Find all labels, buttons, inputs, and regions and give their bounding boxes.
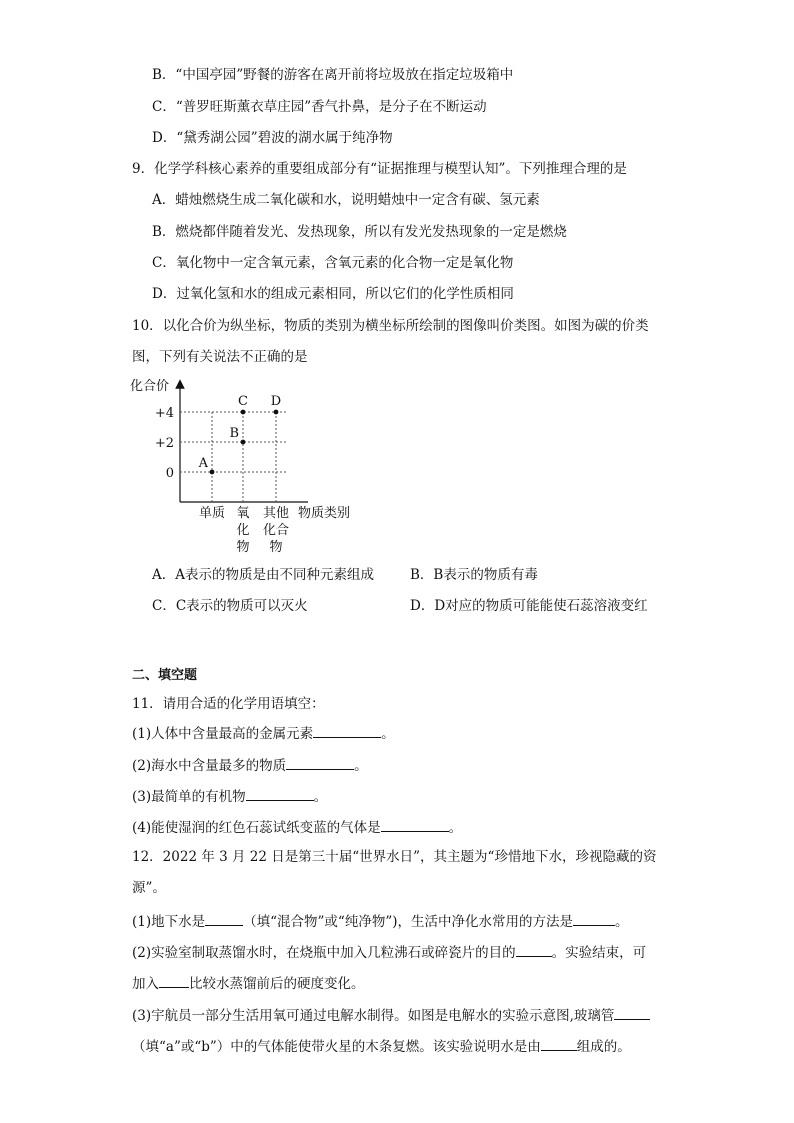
q9-stem: 9．化学学科核心素养的重要组成部分有“证据推理与模型认知”。下列推理合理的是 (132, 161, 627, 177)
q9-option-d: D．过氧化氢和水的组成元素相同，所以它们的化学性质相同 (152, 286, 514, 302)
point-label-a: A (198, 456, 208, 471)
q11-item-3-end: 。 (313, 789, 328, 805)
q11-item-2-end: 。 (354, 758, 368, 774)
q11-item-3-text: (3)最简单的有机物 (132, 789, 246, 805)
y-axis-label: 化合价 (130, 379, 170, 394)
q12-part-3 (132, 1005, 650, 1025)
q12-p1-text-c: 。 (615, 914, 629, 930)
answer-blank[interactable] (381, 817, 449, 832)
q11-item-4 (132, 817, 462, 837)
q11-item-1 (132, 723, 395, 743)
q8-option-d: D．“黛秀湖公园”碧波的湖水属于纯净物 (152, 130, 393, 146)
q12-p2-text-d: 比较水蒸馏前后的硬度变化。 (189, 976, 365, 992)
x-tick-label: 化合 (262, 523, 290, 538)
point-d (274, 410, 279, 415)
answer-blank[interactable] (541, 1036, 577, 1051)
q10-stem-line1: 10．以化合价为纵坐标，物质的类别为横坐标所绘制的图像叫价类图。如图为碳的价类 (132, 318, 649, 334)
q11-item-1-text: (1)人体中含量最高的金属元素 (132, 726, 314, 742)
x-axis-label: 物质类别 (298, 506, 351, 521)
q12-p2-text-b: 。实验结束，可 (551, 945, 647, 961)
point-c (241, 410, 246, 415)
q11-item-3 (132, 786, 327, 806)
x-tick-label: 化 (236, 523, 250, 538)
x-tick-label: 物 (236, 540, 250, 555)
q12-p3-text-c: 组成的。 (576, 1039, 631, 1055)
valence-chart (130, 372, 370, 572)
y-tick-label: +4 (154, 406, 174, 421)
q11-item-2-text: (2)海水中含量最多的物质 (132, 758, 287, 774)
point-b (241, 440, 246, 445)
q12-p2-text-c: 加入 (132, 976, 159, 992)
q9-option-b: B．燃烧都伴随着发光、发热现象，所以有发光发热现象的一定是燃烧 (152, 224, 567, 240)
answer-blank[interactable] (313, 723, 381, 738)
q8-option-c: C．“普罗旺斯薰衣草庄园”香气扑鼻，是分子在不断运动 (152, 99, 487, 115)
q9-option-c: C．氧化物中一定含氧元素，含氧元素的化合物一定是氧化物 (152, 255, 514, 271)
q12-p2-text-a: (2)实验室制取蒸馏水时，在烧瓶中加入几粒沸石或碎瓷片的目的 (132, 945, 516, 961)
y-tick-label: +2 (154, 436, 174, 451)
x-tick-label: 物 (269, 540, 283, 555)
answer-blank[interactable] (573, 911, 615, 926)
q11-item-4-text: (4)能使湿润的红色石蕊试纸变蓝的气体是 (132, 820, 381, 836)
q9-option-a: A．蜡烛燃烧生成二氧化碳和水，说明蜡烛中一定含有碳、氢元素 (152, 192, 540, 208)
answer-blank[interactable] (205, 911, 243, 926)
q12-stem-line2: 源”。 (132, 880, 166, 896)
q11-item-1-end: 。 (381, 726, 395, 742)
x-tick-label: 氧 (236, 506, 250, 521)
q12-part-2 (132, 942, 646, 962)
q12-p1-text-b: （填“混合物”或“纯净物”)，生活中净化水常用的方法是 (243, 914, 573, 930)
answer-blank[interactable] (614, 1005, 650, 1020)
q11-item-4-end: 。 (448, 820, 463, 836)
answer-blank[interactable] (286, 755, 354, 770)
q10-option-d: D．D对应的物质可能能使石蕊溶液变红 (410, 598, 648, 614)
q11-item-2 (132, 755, 368, 775)
q12-part-3-cont (132, 1036, 631, 1056)
x-tick-label: 其他 (262, 506, 290, 521)
q12-stem-line1: 12．2022 年 3 月 22 日是第三十届“世界水日”，其主题为“珍惜地下水，珍视隐藏的资 (132, 849, 657, 865)
q12-part-1 (132, 911, 629, 931)
point-label-d: D (270, 394, 282, 409)
q12-part-2-cont (132, 973, 365, 993)
y-tick-label: 0 (165, 466, 174, 481)
point-a (210, 470, 215, 475)
q10-stem-line2: 图，下列有关说法不正确的是 (132, 349, 308, 365)
q12-p3-text-b: （填“a”或“b”）中的气体能使带火星的木条复燃。该实验说明水是由 (132, 1039, 541, 1055)
x-tick-label: 单质 (198, 506, 226, 521)
section-heading: 二、填空题 (132, 668, 198, 683)
q12-p1-text-a: (1)地下水是 (132, 914, 206, 930)
answer-blank[interactable] (516, 942, 552, 957)
point-label-c: C (238, 394, 248, 409)
q12-p3-text-a: (3)宇航员一部分生活用氧可通过电解水制得。如图是电解水的实验示意图,玻璃管 (132, 1008, 615, 1024)
q11-stem: 11．请用合适的化学用语填空： (132, 696, 325, 712)
answer-blank[interactable] (246, 786, 314, 801)
q10-option-c: C．C表示的物质可以灭火 (152, 598, 308, 614)
q10-option-a: A．A表示的物质是由不同种元素组成 (152, 567, 374, 583)
point-label-b: B (229, 426, 239, 441)
q8-option-b: B．“中国亭园”野餐的游客在离开前将垃圾放在指定垃圾箱中 (152, 67, 514, 83)
answer-blank[interactable] (159, 973, 189, 988)
q10-option-b: B．B表示的物质有毒 (410, 567, 538, 583)
